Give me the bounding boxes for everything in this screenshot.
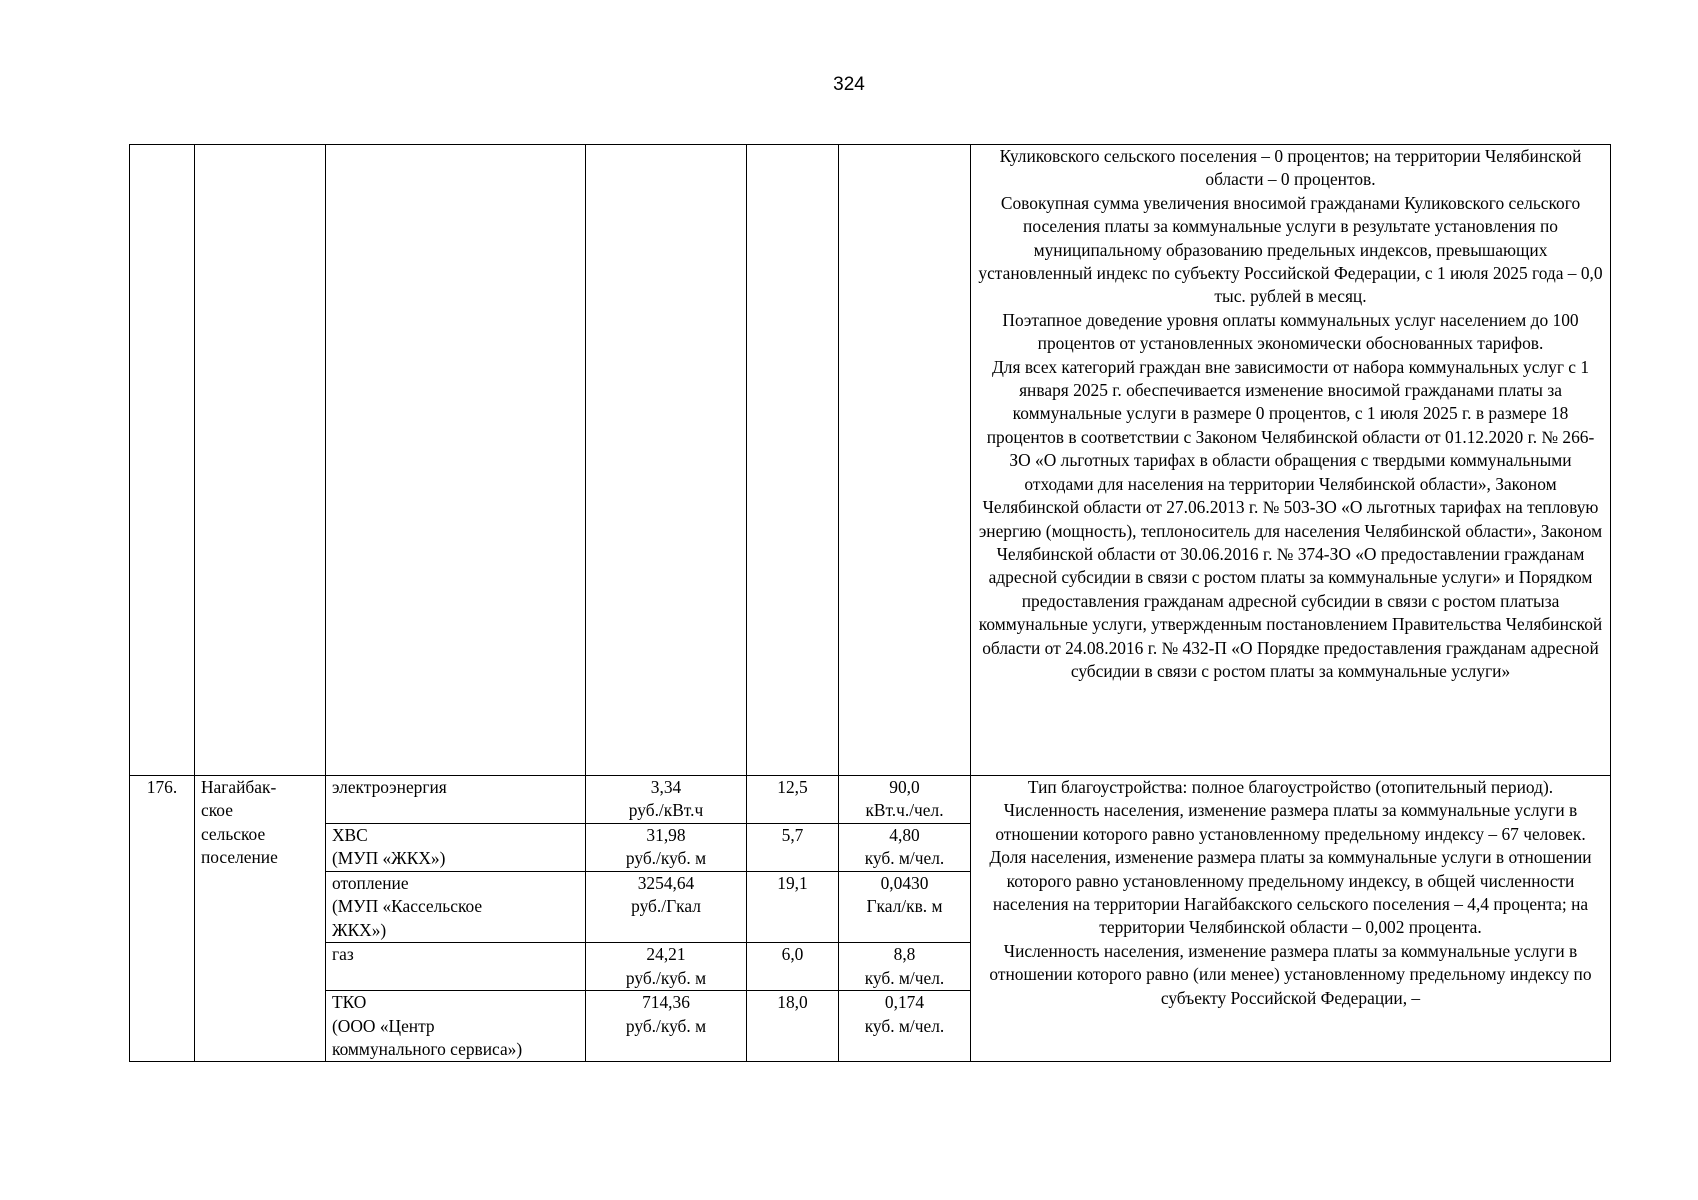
service-norm: 90,0 кВт.ч./чел. xyxy=(839,776,971,824)
description-paragraph: Поэтапное доведение уровня оплаты коммунальных услуг населением до 100 процентов от установленных экономически обоснованных тарифов. xyxy=(1002,309,1579,354)
service-tariff: 31,98 руб./куб. м xyxy=(586,824,747,872)
table-row-continued xyxy=(130,145,1611,776)
service-index: 6,0 xyxy=(747,943,839,991)
service-name: ТКО (ООО «Центр коммунального сервиса») xyxy=(326,991,586,1062)
service-tariff: 24,21 руб./куб. м xyxy=(586,943,747,991)
description-paragraph: Численность населения, изменение размера платы за коммунальные услуги в отношении которого равно установленному предельному индексу – 67 человек. xyxy=(995,800,1586,844)
row-number: 176. xyxy=(130,776,195,1062)
service-tariff: 3254,64 руб./Гкал xyxy=(586,872,747,943)
service-index: 19,1 xyxy=(747,872,839,943)
municipality-name: Нагайбак- ское сельское поселение xyxy=(195,776,326,1062)
tariff-table xyxy=(129,144,1611,1062)
norm-cell-empty xyxy=(839,145,971,776)
service-norm: 8,8 куб. м/чел. xyxy=(839,943,971,991)
description-cell-176 xyxy=(971,776,1611,1062)
description-paragraph: Доля населения, изменение размера платы за коммунальные услуги в отношении которого равно установленному предельному индексу, в общей численности населения на территории Нагайбакского сельского поселения – 4,4 процента; на территории Челябинской области – 0,002 процента. xyxy=(989,847,1592,938)
service-name: ХВС (МУП «ЖКХ») xyxy=(326,824,586,872)
service-tariff: 714,36 руб./куб. м xyxy=(586,991,747,1062)
description-paragraph: Тип благоустройства: полное благоустройство (отопительный период). xyxy=(1027,777,1554,797)
service-norm: 0,0430 Гкал/кв. м xyxy=(839,872,971,943)
row-number-cell-empty xyxy=(130,145,195,776)
page-number: 324 xyxy=(833,74,865,95)
tariff-cell-empty xyxy=(586,145,747,776)
description-cell-continued xyxy=(971,145,1611,776)
description-paragraph: Совокупная сумма увеличения вносимой гражданами Куликовского сельского поселения платы за коммунальные услуги в результате установления по муниципальному образованию предельных индексов, превышающих установленный индекс по субъекту Российской Федерации, с 1 июля 2025 года – 0,0 тыс. рублей в месяц. xyxy=(978,192,1603,307)
service-index: 18,0 xyxy=(747,991,839,1062)
service-index: 12,5 xyxy=(747,776,839,824)
description-paragraph: Для всех категорий граждан вне зависимости от набора коммунальных услуг с 1 января 2025 г. обеспечивается изменение вносимой гражданами платы за коммунальные услуги в размере 0 процентов, с 1 июля 2025 г. в размере 18 процентов в соответствии с Законом Челябинской области от 01.12.2020 г. № 266-ЗО «О льготных тарифах в области обращения с твердыми коммунальными отходами для населения на территории Челябинской области», Законом Челябинской области от 27.06.2013 г. № 503-ЗО «О льготных тарифах на тепловую энергию (мощность), теплоноситель для населения Челябинской области», Законом Челябинской области от 30.06.2016 г. № 374-ЗО «О предоставлении гражданам адресной субсидии в связи с ростом платы за коммунальные услуги» и Порядком предоставления гражданам адресной субсидии в связи с ростом платыза коммунальные услуги, утвержденным постановлением Правительства Челябинской области от 24.08.2016 г. № 432-П «О Порядке предоставления гражданам адресной субсидии в связи с ростом платы за коммунальные услуги» xyxy=(978,356,1603,681)
service-norm: 0,174 куб. м/чел. xyxy=(839,991,971,1062)
service-name: электроэнергия xyxy=(326,776,586,824)
municipality-cell-empty xyxy=(195,145,326,776)
service-tariff: 3,34 руб./кВт.ч xyxy=(586,776,747,824)
index-cell-empty xyxy=(747,145,839,776)
table-row-176 xyxy=(130,776,1611,824)
service-cell-empty xyxy=(326,145,586,776)
description-paragraph: Численность населения, изменение размера платы за коммунальные услуги в отношении которого равно (или менее) установленному предельному индексу по субъекту Российской Федерации, – xyxy=(989,940,1592,1008)
service-name: газ xyxy=(326,943,586,991)
service-name: отопление (МУП «Кассельское ЖКХ») xyxy=(326,872,586,943)
service-norm: 4,80 куб. м/чел. xyxy=(839,824,971,872)
service-index: 5,7 xyxy=(747,824,839,872)
description-paragraph: Куликовского сельского поселения – 0 процентов; на территории Челябинской области – 0 процентов. xyxy=(999,146,1582,190)
